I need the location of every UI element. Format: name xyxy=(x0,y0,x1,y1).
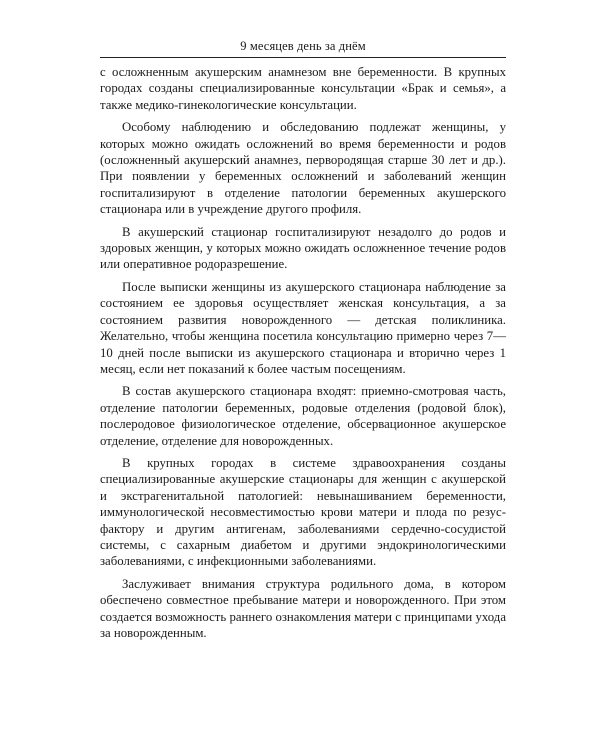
paragraph: Особому наблюдению и обследованию подлежат женщины, у которых можно ожидать осложнений во время беременности и родов (осложненный акушерский анамнез, первородящая старше 30 лет и др.). При появлении у беременных осложнений и заболеваний женщин госпитализируют в отделение патологии беременных акушерского стационара или в учреждение другого профиля. xyxy=(100,120,506,217)
paragraph-continuation: с осложненным акушерским анамнезом вне беременности. В крупных городах созданы специализированные консультации «Брак и семья», а также медико-гинекологические консультации. xyxy=(100,65,506,112)
paragraph: В состав акушерского стационара входят: приемно-смотровая часть, отделение патологии беременных, родовые отделения (родовой блок), послеродовое физиологическое отделение, обсервационное акушерское отделение, отделение для новорожденных. xyxy=(100,384,506,448)
paragraph: В крупных городах в системе здравоохранения созданы специализированные акушерские стационары для женщин с акушерской и экстрагенитальной патологией: невынашиванием беременности, иммунологической несовместимостью крови матери и плода по резус-фактору и другим антигенам, заболеваниями сердечно-сосудистой системы, с сахарным диабетом и другими эндокринологическими заболеваниями, с инфекционными заболеваниями. xyxy=(100,455,506,569)
running-head: 9 месяцев день за днём xyxy=(100,38,506,58)
body-text xyxy=(100,64,506,641)
paragraph: В акушерский стационар госпитализируют незадолго до родов и здоровых женщин, у которых можно ожидать осложненное течение родов или оперативное родоразрешение. xyxy=(100,224,506,272)
book-page xyxy=(100,38,506,647)
paragraph: После выписки женщины из акушерского стационара наблюдение за состоянием ее здоровья осуществляет женская консультация, а за состоянием развития новорожденного — детская поликлиника. Желательно, чтобы женщина посетила консультацию примерно через 7—10 дней после выписки из акушерского стационара и вторично через 1 месяц, если нет показаний к более частым посещениям. xyxy=(100,279,506,376)
paragraph: Заслуживает внимания структура родильного дома, в котором обеспечено совместное пребывание матери и новорожденного. При этом создается возможность раннего ознакомления матери с принципами ухода за новорожденным. xyxy=(100,576,506,640)
